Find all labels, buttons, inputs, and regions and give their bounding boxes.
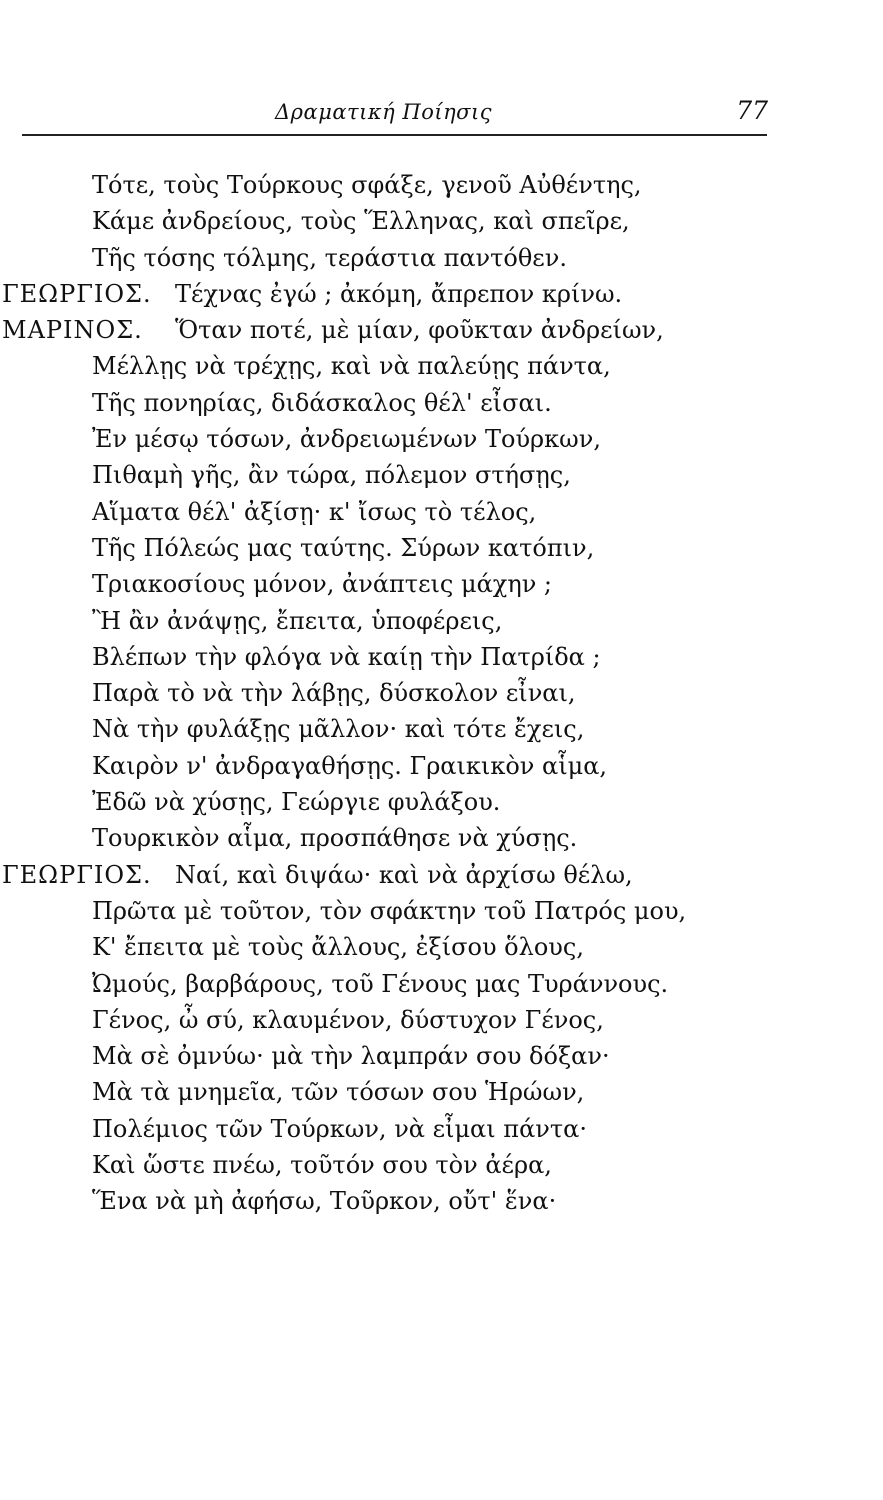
running-title: Δραματική Ποίησις [275, 100, 493, 124]
verse-text: Ὅταν ποτέ, μὲ μίαν, φοῦκταν ἀνδρείων, [175, 316, 664, 345]
verse-text: Τότε, τοὺς Τούρκους σφάξε, γενοῦ Αὐθέντης, [92, 171, 642, 199]
verse-text: Τουρκικὸν αἷμα, προσπάθησε νὰ χύσῃς. [92, 824, 578, 853]
verse-text: Πολέμιος τῶν Τούρκων, νὰ εἶμαι πάντα· [92, 1114, 587, 1143]
verse-line [0, 240, 883, 276]
verse-text: Γένος, ὦ σύ, κλαυμένον, δύστυχον Γένος, [92, 1005, 604, 1034]
verse-line [0, 167, 883, 203]
verse-line [0, 348, 883, 384]
speaker-name: ΜΑΡΙΝΟΣ. [2, 316, 143, 345]
verse-line [0, 639, 883, 675]
verse-line [0, 312, 883, 348]
verse-text: Ὠμούς, βαρβάρους, τοῦ Γένους μας Τυράννους. [92, 969, 669, 998]
verse-text: Πρῶτα μὲ τοῦτον, τὸν σφάκτην τοῦ Πατρός μου, [92, 896, 687, 925]
verse-line [0, 675, 883, 711]
verse-line [0, 711, 883, 747]
verse-text: Βλέπων τὴν φλόγα νὰ καίῃ τὴν Πατρίδα ; [92, 642, 601, 671]
verse-text: Μὰ τὰ μνημεῖα, τῶν τόσων σου Ἡρώων, [92, 1078, 585, 1107]
verse-text: Μὰ σὲ ὀμνύω· μὰ τὴν λαμπράν σου δόξαν· [92, 1042, 610, 1071]
verse-line [0, 457, 883, 493]
verse-line [0, 276, 883, 312]
verse-text: Κάμε ἀνδρείους, τοὺς Ἕλληνας, καὶ σπεῖρε, [92, 207, 630, 236]
verse-text: Τῆς τόσης τόλμης, τεράστια παντόθεν. [92, 243, 567, 272]
verse-line [0, 1074, 883, 1110]
verse-line [0, 857, 883, 893]
verse-line [0, 966, 883, 1002]
verse-text: Ἕνα νὰ μὴ ἀφήσω, Τοῦρκον, οὔτ' ἕνα· [92, 1187, 557, 1216]
verse-line [0, 1183, 883, 1219]
verse-text: Ἐν μέσῳ τόσων, ἀνδρειωμένων Τούρκων, [92, 425, 601, 454]
speaker-name: ΓΕΩΡΓΙΟΣ. [2, 860, 152, 889]
verse-line [0, 603, 883, 639]
verse-text: Ἐδῶ νὰ χύσῃς, Γεώργιε φυλάξου. [92, 788, 501, 817]
verse-line [0, 1111, 883, 1147]
verse-text: Τῆς Πόλεώς μας ταύτης. Σύρων κατόπιν, [92, 533, 595, 562]
verse-text: Ἢ ἂν ἀνάψῃς, ἔπειτα, ὑποφέρεις, [92, 606, 503, 635]
verse-text: Κ' ἔπειτα μὲ τοὺς ἄλλους, ἐξίσου ὅλους, [92, 933, 584, 962]
verse-line [0, 748, 883, 784]
verse-line [0, 784, 883, 820]
verse-text: Παρὰ τὸ νὰ τὴν λάβῃς, δύσκολον εἶναι, [92, 679, 576, 708]
verse-text: Καιρὸν ν' ἀνδραγαθήσῃς. Γραικικὸν αἷμα, [92, 751, 608, 780]
verse-line [0, 385, 883, 421]
page-header [20, 96, 790, 136]
verse-text: Αἵματα θέλ' ἀξίσῃ· κ' ἴσως τὸ τέλος, [92, 497, 537, 526]
verse-text: Μέλλῃς νὰ τρέχῃς, καὶ νὰ παλεύῃς πάντα, [92, 352, 611, 381]
header-rule [22, 134, 767, 136]
verse-line [0, 820, 883, 856]
verse-text: Ναί, καὶ διψάω· καὶ νὰ ἀρχίσω θέλω, [175, 860, 633, 889]
verse-line [0, 566, 883, 602]
verse-line [0, 1002, 883, 1038]
speaker-name: ΓΕΩΡΓΙΟΣ. [2, 279, 152, 308]
verse-block [0, 167, 883, 1220]
verse-text: Νὰ τὴν φυλάξῃς μᾶλλον· καὶ τότε ἔχεις, [92, 715, 585, 744]
verse-line [0, 494, 883, 530]
verse-line [0, 1147, 883, 1183]
verse-line [0, 421, 883, 457]
page-number: 77 [736, 96, 768, 125]
verse-line [0, 893, 883, 929]
verse-line [0, 530, 883, 566]
verse-text: Καὶ ὥστε πνέω, τοῦτόν σου τὸν ἀέρα, [92, 1151, 552, 1180]
verse-text: Πιθαμὴ γῆς, ἂν τώρα, πόλεμον στήσῃς, [92, 461, 571, 490]
verse-line [0, 203, 883, 239]
verse-line [0, 1038, 883, 1074]
verse-text: Τέχνας ἐγώ ; ἀκόμη, ἄπρεπον κρίνω. [175, 279, 623, 308]
verse-text: Τριακοσίους μόνον, ἀνάπτεις μάχην ; [92, 570, 553, 599]
verse-line [0, 929, 883, 965]
verse-text: Τῆς πονηρίας, διδάσκαλος θέλ' εἶσαι. [92, 388, 552, 417]
